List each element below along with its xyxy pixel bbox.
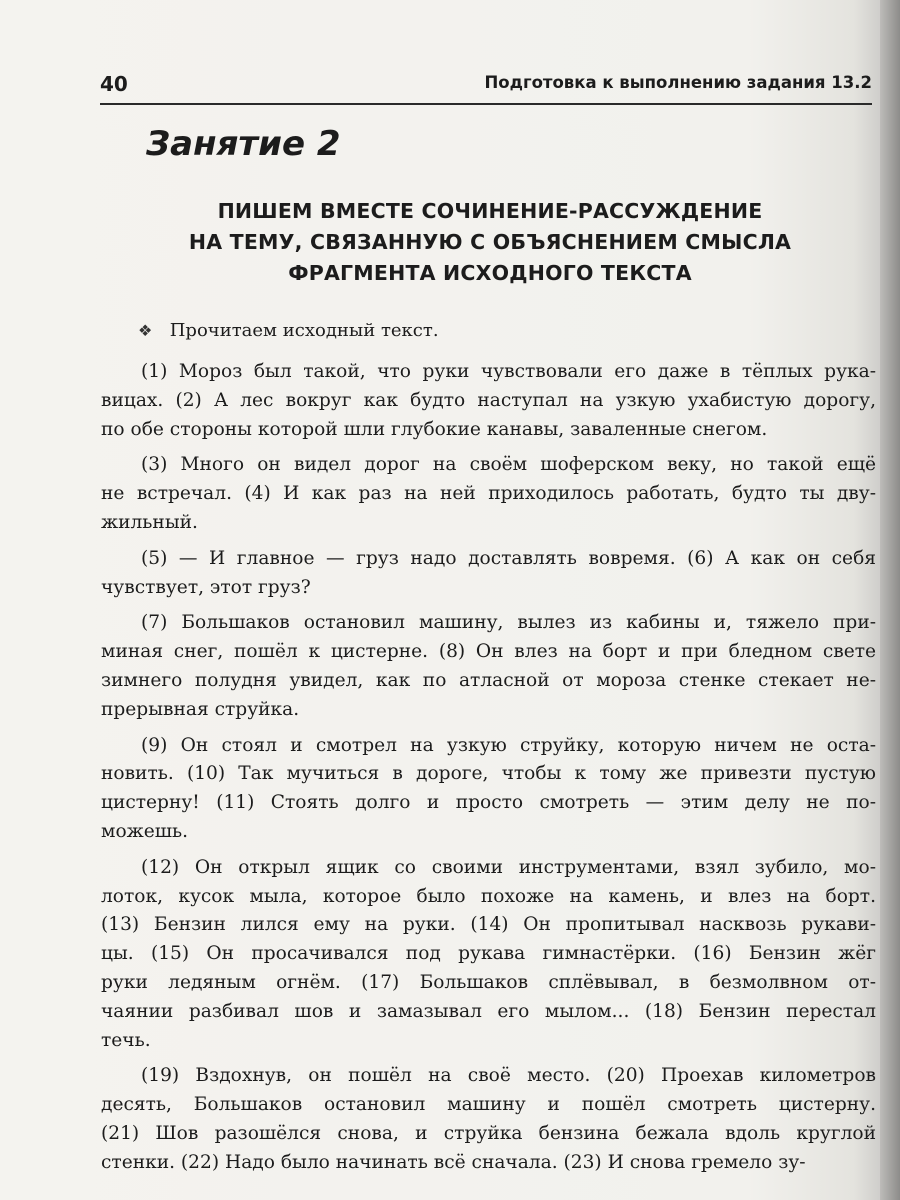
lesson-title: Занятие 2 (146, 124, 341, 164)
text-line: чаянии разбивал шов и замазывал его мылом... (18) Бензин перестал (101, 1000, 876, 1022)
page-edge-shadow (880, 0, 900, 1200)
heading-line: НА ТЕМУ, СВЯЗАННУЮ С ОБЪЯСНЕНИЕМ СМЫСЛА (188, 230, 792, 254)
header-divider (100, 103, 872, 105)
page-header (100, 72, 872, 102)
text-line: жильный. (101, 511, 198, 533)
text-line: (13) Бензин лился ему на руки. (14) Он пропитывал насквозь рукави- (101, 914, 876, 936)
section-heading (110, 196, 870, 289)
intro-instruction (138, 320, 439, 341)
text-paragraph (101, 358, 876, 444)
text-line: чувствует, этот груз? (101, 576, 311, 598)
text-line: (21) Шов разошёлся снова, и струйка бензина бежала вдоль круглой (101, 1122, 876, 1144)
page-number: 40 (100, 72, 128, 96)
diamond-bullet-icon: ❖ (138, 321, 153, 340)
text-line: (3) Много он видел дорог на своём шоферском веку, но такой ещё (141, 454, 876, 476)
text-paragraph (101, 732, 876, 847)
text-line: течь. (101, 1029, 151, 1051)
intro-text: Прочитаем исходный текст. (169, 320, 439, 341)
text-paragraph (101, 609, 876, 724)
text-line: можешь. (101, 820, 189, 842)
running-title: Подготовка к выполнению задания 13.2 (484, 73, 872, 92)
text-line: цы. (15) Он просачивался под рукава гимнастёрки. (16) Бензин жёг (101, 943, 876, 965)
text-line: прерывная струйка. (101, 698, 300, 720)
text-line: стенки. (22) Надо было начинать всё сначала. (23) И снова гремело зу- (101, 1151, 806, 1173)
text-paragraph (101, 854, 876, 1056)
source-text (101, 358, 876, 1185)
text-line: миная снег, пошёл к цистерне. (8) Он влез на борт и при бледном свете (101, 641, 876, 663)
text-line: (19) Вздохнув, он пошёл на своё место. (20) Проехав километров (141, 1065, 876, 1087)
text-line: (12) Он открыл ящик со своими инструментами, взял зубило, мо- (141, 856, 876, 878)
text-line: новить. (10) Так мучиться в дороге, чтобы к тому же привезти пустую (101, 763, 876, 785)
text-line: (7) Большаков остановил машину, вылез из кабины и, тяжело при- (141, 612, 876, 634)
text-line: (9) Он стоял и смотрел на узкую струйку, которую ничем не оста- (141, 734, 876, 756)
text-line: (1) Мороз был такой, что руки чувствовали его даже в тёплых рука- (141, 361, 876, 382)
heading-line: ФРАГМЕНТА ИСХОДНОГО ТЕКСТА (288, 261, 692, 285)
text-line: зимнего полудня увидел, как по атласной от мороза стенке стекает не- (101, 669, 876, 691)
text-paragraph (101, 451, 876, 537)
text-line: не встречал. (4) И как раз на ней приходилось работать, будто ты дву- (101, 483, 876, 505)
text-line: (5) — И главное — груз надо доставлять вовремя. (6) А как он себя (141, 547, 876, 569)
text-line: по обе стороны которой шли глубокие канавы, заваленные снегом. (101, 418, 768, 440)
text-paragraph (101, 1062, 876, 1177)
text-line: руки ледяным огнём. (17) Большаков сплёвывал, в безмолвном от- (101, 971, 876, 993)
text-line: десять, Большаков остановил машину и пошёл смотреть цистерну. (101, 1094, 876, 1116)
heading-line: ПИШЕМ ВМЕСТЕ СОЧИНЕНИЕ-РАССУЖДЕНИЕ (217, 199, 763, 223)
text-paragraph (101, 545, 876, 603)
text-line: цистерну! (11) Стоять долго и просто смотреть — этим делу не по- (101, 792, 876, 814)
text-line: вицах. (2) А лес вокруг как будто наступал на узкую ухабистую дорогу, (101, 389, 876, 411)
text-line: лоток, кусок мыла, которое было похоже на камень, и влез на борт. (101, 885, 876, 907)
